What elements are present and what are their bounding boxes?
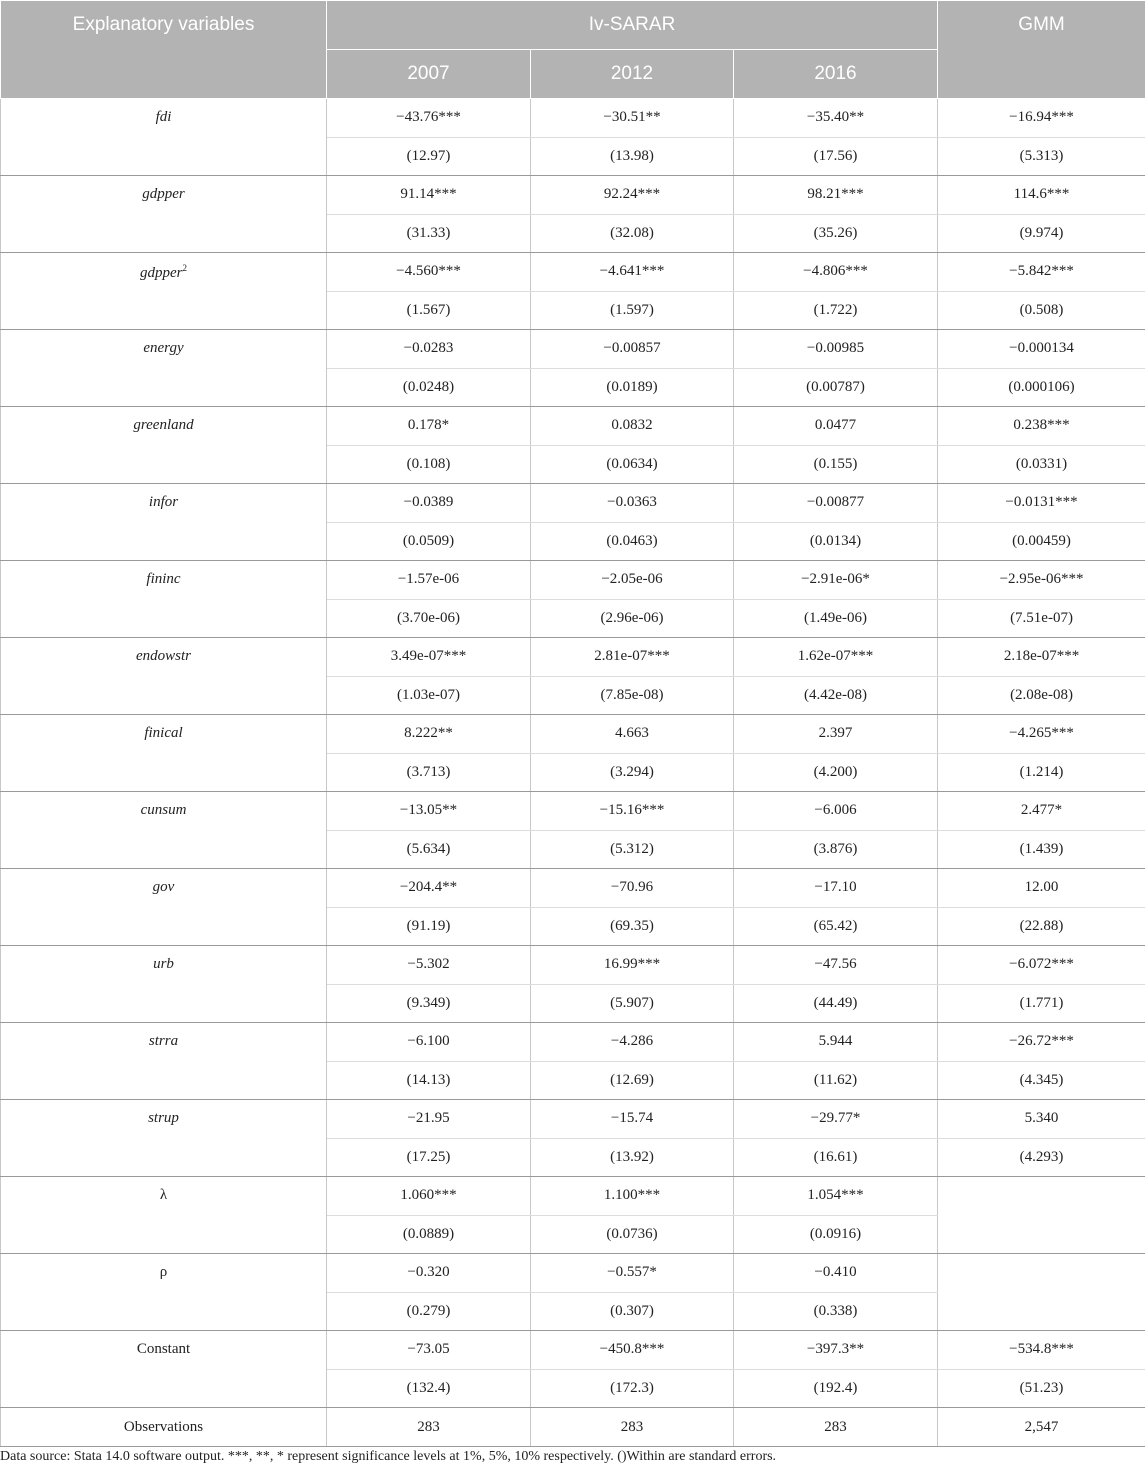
variable-label: infor: [148, 494, 179, 510]
coefficient-cell: −1.57e-06: [327, 561, 531, 600]
table-row: [1, 176, 1145, 215]
variable-name: [1, 1100, 327, 1177]
coefficient-cell: −70.96: [531, 869, 734, 908]
variable-label: cunsum: [140, 802, 187, 818]
standard-error-cell: (16.61): [734, 1138, 938, 1177]
coefficient-cell: 1.100***: [531, 1177, 734, 1216]
standard-error-cell: (1.567): [327, 291, 531, 330]
variable-label: gdpper: [142, 186, 185, 202]
coefficient-cell: −29.77*: [734, 1100, 938, 1139]
standard-error-cell: (12.69): [531, 1061, 734, 1100]
standard-error-cell: (69.35): [531, 907, 734, 946]
standard-error-cell: (0.338): [734, 1292, 938, 1331]
coefficient-cell: 1.62e-07***: [734, 638, 938, 677]
coefficient-cell: −4.641***: [531, 253, 734, 292]
variable-label: strra: [148, 1033, 179, 1049]
standard-error-cell: (1.722): [734, 291, 938, 330]
standard-error-cell: (1.214): [938, 753, 1145, 792]
standard-error-cell: (0.0248): [327, 368, 531, 407]
standard-error-cell: (132.4): [327, 1369, 531, 1408]
standard-error-cell: (5.907): [531, 984, 734, 1023]
coefficient-cell: 91.14***: [327, 176, 531, 215]
standard-error-cell: (4.200): [734, 753, 938, 792]
standard-error-cell: (1.49e-06): [734, 599, 938, 638]
header-year-2007: 2007: [327, 50, 531, 99]
coefficient-cell: −73.05: [327, 1331, 531, 1370]
standard-error-cell: (22.88): [938, 907, 1145, 946]
standard-error-cell: (91.19): [327, 907, 531, 946]
variable-name: [1, 330, 327, 407]
coefficient-cell: 1.054***: [734, 1177, 938, 1216]
table-row: [1, 407, 1145, 446]
coefficient-cell: 0.178*: [327, 407, 531, 446]
standard-error-cell: (0.155): [734, 445, 938, 484]
standard-error-cell: (0.00787): [734, 368, 938, 407]
variable-label: gdpper: [140, 265, 183, 281]
coefficient-cell: −0.0131***: [938, 484, 1145, 523]
standard-error-cell: (0.0634): [531, 445, 734, 484]
variable-name: [1, 407, 327, 484]
standard-error-cell: (9.974): [938, 214, 1145, 253]
coefficient-cell: −26.72***: [938, 1023, 1145, 1062]
header-year-2016: 2016: [734, 50, 938, 99]
coefficient-cell: −4.265***: [938, 715, 1145, 754]
observations-cell: 283: [531, 1408, 734, 1447]
standard-error-cell: (13.92): [531, 1138, 734, 1177]
variable-label: Constant: [136, 1341, 191, 1357]
variable-name: [1, 1254, 327, 1331]
coefficient-cell: −15.74: [531, 1100, 734, 1139]
coefficient-cell: −0.00857: [531, 330, 734, 369]
standard-error-cell: (2.08e-08): [938, 676, 1145, 715]
standard-error-cell: (1.439): [938, 830, 1145, 869]
empty-cell: [938, 1254, 1145, 1331]
standard-error-cell: (4.293): [938, 1138, 1145, 1177]
table-row: [1, 1254, 1145, 1293]
coefficient-cell: −397.3**: [734, 1331, 938, 1370]
table-row: [1, 638, 1145, 677]
coefficient-cell: 2.477*: [938, 792, 1145, 831]
standard-error-cell: (0.0509): [327, 522, 531, 561]
standard-error-cell: (32.08): [531, 214, 734, 253]
table-row: [1, 1100, 1145, 1139]
table-row: [1, 946, 1145, 985]
coefficient-cell: −2.95e-06***: [938, 561, 1145, 600]
table-body: [1, 99, 1145, 1447]
table-row: [1, 715, 1145, 754]
variable-label: endowstr: [135, 648, 191, 664]
coefficient-cell: −0.557*: [531, 1254, 734, 1293]
coefficient-cell: −5.302: [327, 946, 531, 985]
standard-error-cell: (35.26): [734, 214, 938, 253]
standard-error-cell: (44.49): [734, 984, 938, 1023]
header-explanatory-variables: Explanatory variables: [1, 1, 327, 99]
standard-error-cell: (51.23): [938, 1369, 1145, 1408]
standard-error-cell: (2.96e-06): [531, 599, 734, 638]
variable-superscript: 2: [182, 263, 187, 273]
coefficient-cell: 1.060***: [327, 1177, 531, 1216]
coefficient-cell: −0.0363: [531, 484, 734, 523]
standard-error-cell: (3.294): [531, 753, 734, 792]
standard-error-cell: (0.0463): [531, 522, 734, 561]
standard-error-cell: (0.508): [938, 291, 1145, 330]
coefficient-cell: −0.0283: [327, 330, 531, 369]
header-year-2012: 2012: [531, 50, 734, 99]
standard-error-cell: (3.70e-06): [327, 599, 531, 638]
coefficient-cell: 3.49e-07***: [327, 638, 531, 677]
standard-error-cell: (13.98): [531, 137, 734, 176]
standard-error-cell: (0.0736): [531, 1215, 734, 1254]
coefficient-cell: 5.944: [734, 1023, 938, 1062]
variable-name: [1, 253, 327, 330]
standard-error-cell: (3.713): [327, 753, 531, 792]
standard-error-cell: (0.108): [327, 445, 531, 484]
variable-label: fdi: [155, 109, 172, 125]
coefficient-cell: −6.006: [734, 792, 938, 831]
coefficient-cell: 0.0477: [734, 407, 938, 446]
standard-error-cell: (0.307): [531, 1292, 734, 1331]
variable-label: gov: [152, 879, 175, 895]
observations-label: Observations: [1, 1408, 327, 1447]
standard-error-cell: (7.85e-08): [531, 676, 734, 715]
coefficient-cell: −2.05e-06: [531, 561, 734, 600]
standard-error-cell: (65.42): [734, 907, 938, 946]
coefficient-cell: −15.16***: [531, 792, 734, 831]
variable-label: strup: [148, 1110, 179, 1126]
variable-name: [1, 1023, 327, 1100]
standard-error-cell: (14.13): [327, 1061, 531, 1100]
table-row: [1, 1023, 1145, 1062]
coefficient-cell: 0.0832: [531, 407, 734, 446]
standard-error-cell: (0.00459): [938, 522, 1145, 561]
variable-label: λ: [159, 1187, 168, 1203]
standard-error-cell: (4.42e-08): [734, 676, 938, 715]
variable-label: urb: [153, 956, 174, 972]
coefficient-cell: −534.8***: [938, 1331, 1145, 1370]
coefficient-cell: −43.76***: [327, 99, 531, 138]
coefficient-cell: 98.21***: [734, 176, 938, 215]
standard-error-cell: (5.313): [938, 137, 1145, 176]
coefficient-cell: −0.00877: [734, 484, 938, 523]
standard-error-cell: (0.000106): [938, 368, 1145, 407]
standard-error-cell: (3.876): [734, 830, 938, 869]
standard-error-cell: (0.0916): [734, 1215, 938, 1254]
empty-cell: [938, 1177, 1145, 1254]
table-row: [1, 1331, 1145, 1370]
coefficient-cell: −6.072***: [938, 946, 1145, 985]
coefficient-cell: −4.806***: [734, 253, 938, 292]
coefficient-cell: 5.340: [938, 1100, 1145, 1139]
observations-cell: 2,547: [938, 1408, 1145, 1447]
coefficient-cell: −0.00985: [734, 330, 938, 369]
standard-error-cell: (12.97): [327, 137, 531, 176]
table-row: [1, 869, 1145, 908]
standard-error-cell: (17.56): [734, 137, 938, 176]
coefficient-cell: 16.99***: [531, 946, 734, 985]
coefficient-cell: 114.6***: [938, 176, 1145, 215]
table-row: [1, 253, 1145, 292]
header-gmm: GMM: [938, 1, 1145, 99]
variable-label: finical: [144, 725, 183, 741]
coefficient-cell: −17.10: [734, 869, 938, 908]
coefficient-cell: 2.397: [734, 715, 938, 754]
variable-name: [1, 176, 327, 253]
coefficient-cell: −16.94***: [938, 99, 1145, 138]
variable-name: [1, 946, 327, 1023]
coefficient-cell: −6.100: [327, 1023, 531, 1062]
coefficient-cell: 12.00: [938, 869, 1145, 908]
variable-label: ρ: [159, 1264, 168, 1280]
standard-error-cell: (172.3): [531, 1369, 734, 1408]
coefficient-cell: −2.91e-06*: [734, 561, 938, 600]
standard-error-cell: (17.25): [327, 1138, 531, 1177]
coefficient-cell: 8.222**: [327, 715, 531, 754]
coefficient-cell: 2.18e-07***: [938, 638, 1145, 677]
variable-name: [1, 792, 327, 869]
standard-error-cell: (0.0331): [938, 445, 1145, 484]
footnote: Data source: Stata 14.0 software output. ***, **, * represent significance levels at 1%, 5%, 10% respectively. ()Within are standard errors.: [0, 1449, 777, 1464]
table-row: [1, 561, 1145, 600]
standard-error-cell: (5.634): [327, 830, 531, 869]
variable-name: [1, 561, 327, 638]
table-row: [1, 330, 1145, 369]
standard-error-cell: (11.62): [734, 1061, 938, 1100]
variable-name: [1, 869, 327, 946]
variable-label: energy: [143, 340, 184, 356]
coefficient-cell: −4.286: [531, 1023, 734, 1062]
table-row: [1, 484, 1145, 523]
observations-cell: 283: [734, 1408, 938, 1447]
coefficient-cell: −0.0389: [327, 484, 531, 523]
observations-row: [1, 1408, 1145, 1447]
coefficient-cell: 0.238***: [938, 407, 1145, 446]
coefficient-cell: −450.8***: [531, 1331, 734, 1370]
coefficient-cell: −35.40**: [734, 99, 938, 138]
variable-name: [1, 484, 327, 561]
coefficient-cell: −13.05**: [327, 792, 531, 831]
standard-error-cell: (31.33): [327, 214, 531, 253]
coefficient-cell: −21.95: [327, 1100, 531, 1139]
coefficient-cell: −0.320: [327, 1254, 531, 1293]
table-row: [1, 792, 1145, 831]
standard-error-cell: (9.349): [327, 984, 531, 1023]
standard-error-cell: (0.0189): [531, 368, 734, 407]
standard-error-cell: (1.597): [531, 291, 734, 330]
coefficient-cell: −47.56: [734, 946, 938, 985]
coefficient-cell: −0.000134: [938, 330, 1145, 369]
variable-label: fininc: [146, 571, 181, 587]
standard-error-cell: (0.279): [327, 1292, 531, 1331]
observations-cell: 283: [327, 1408, 531, 1447]
coefficient-cell: 92.24***: [531, 176, 734, 215]
variable-name: [1, 1177, 327, 1254]
standard-error-cell: (4.345): [938, 1061, 1145, 1100]
standard-error-cell: (5.312): [531, 830, 734, 869]
standard-error-cell: (0.0889): [327, 1215, 531, 1254]
coefficient-cell: −5.842***: [938, 253, 1145, 292]
variable-name: [1, 1331, 327, 1408]
variable-name: [1, 638, 327, 715]
coefficient-cell: −0.410: [734, 1254, 938, 1293]
coefficient-cell: 4.663: [531, 715, 734, 754]
standard-error-cell: (0.0134): [734, 522, 938, 561]
table-row: [1, 1177, 1145, 1216]
standard-error-cell: (192.4): [734, 1369, 938, 1408]
standard-error-cell: (1.771): [938, 984, 1145, 1023]
variable-name: [1, 99, 327, 176]
variable-label: greenland: [133, 417, 194, 433]
standard-error-cell: (7.51e-07): [938, 599, 1145, 638]
coefficient-cell: −30.51**: [531, 99, 734, 138]
standard-error-cell: (1.03e-07): [327, 676, 531, 715]
coefficient-cell: −4.560***: [327, 253, 531, 292]
variable-name: [1, 715, 327, 792]
table-row: [1, 99, 1145, 138]
header-iv-sarar: Iv-SARAR: [327, 1, 938, 50]
coefficient-cell: −204.4**: [327, 869, 531, 908]
coefficient-cell: 2.81e-07***: [531, 638, 734, 677]
